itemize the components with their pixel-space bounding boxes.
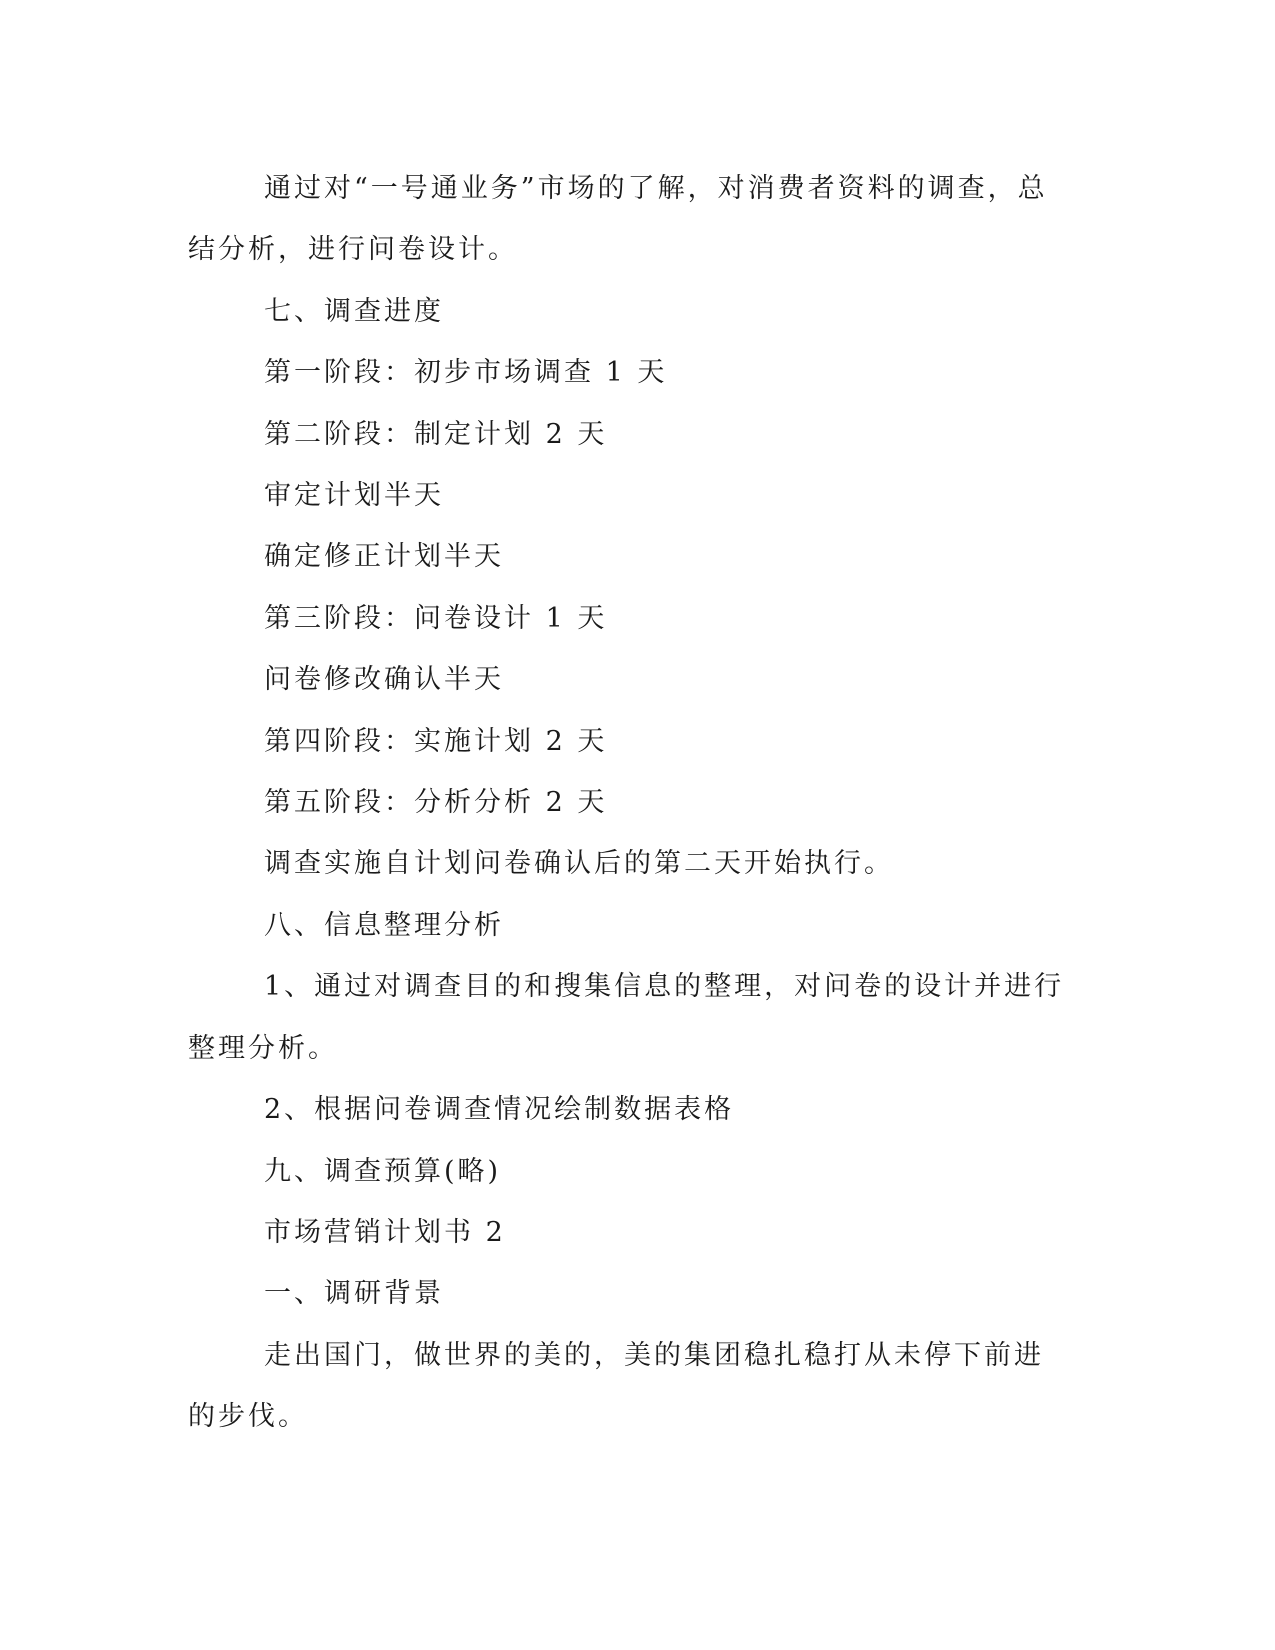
schedule-review-plan: 审定计划半天 (264, 480, 444, 512)
schedule-execution-note: 调查实施自计划问卷确认后的第二天开始执行。 (264, 848, 894, 880)
schedule-stage-1: 第一阶段：初步市场调查 1 天 (264, 357, 668, 389)
schedule-stage-5: 第五阶段：分析分析 2 天 (264, 787, 608, 819)
heading-survey-budget: 九、调查预算(略) (264, 1155, 502, 1187)
section-title-marketing-plan-2: 市场营销计划书 2 (264, 1216, 506, 1248)
analysis-item-2: 2、根据问卷调查情况绘制数据表格 (264, 1094, 735, 1126)
heading-research-background: 一、调研背景 (264, 1278, 444, 1310)
paragraph-intro: 通过对“一号通业务”市场的了解，对消费者资料的调查，总结分析，进行问卷设计。 (188, 173, 1048, 266)
schedule-questionnaire-confirm: 问卷修改确认半天 (264, 664, 504, 696)
document-body (188, 158, 1068, 1448)
schedule-stage-3: 第三阶段：问卷设计 1 天 (264, 602, 608, 634)
analysis-item-1: 1、通过对调查目的和搜集信息的整理，对问卷的设计并进行整理分析。 (188, 971, 1065, 1064)
schedule-stage-2: 第二阶段：制定计划 2 天 (264, 418, 608, 450)
paragraph-background: 走出国门，做世界的美的，美的集团稳扎稳打从未停下前进的步伐。 (188, 1339, 1044, 1433)
schedule-stage-4: 第四阶段：实施计划 2 天 (264, 725, 608, 757)
heading-survey-schedule: 七、调查进度 (264, 295, 444, 327)
schedule-revise-plan: 确定修正计划半天 (264, 541, 504, 573)
heading-info-analysis: 八、信息整理分析 (264, 909, 504, 941)
